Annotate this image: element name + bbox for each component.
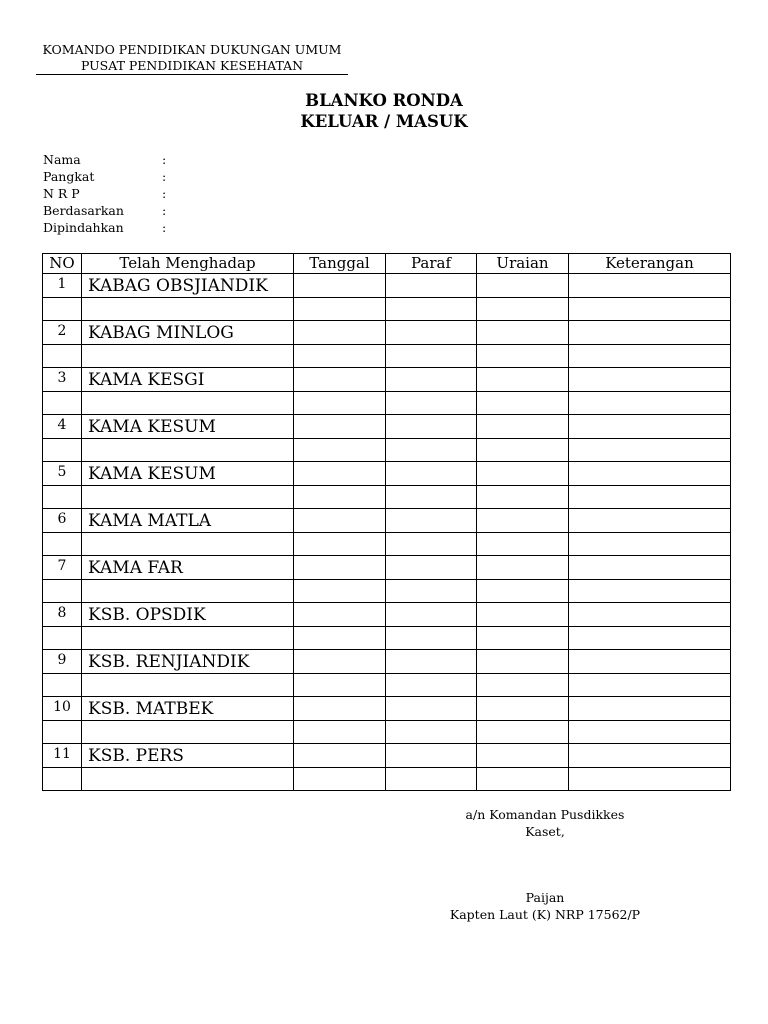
blank-cell <box>82 533 294 556</box>
table-row-blank <box>43 486 731 509</box>
blank-cell <box>43 580 82 603</box>
blank-cell <box>294 674 386 697</box>
blank-cell <box>569 345 731 368</box>
cell-paraf <box>386 368 477 392</box>
header-keterangan: Keterangan <box>569 254 731 274</box>
table-row-blank <box>43 580 731 603</box>
blank-cell <box>386 721 477 744</box>
table-header-row <box>43 254 731 274</box>
cell-uraian <box>477 462 569 486</box>
cell-keterangan <box>569 509 731 533</box>
signature-name: Paijan <box>525 890 565 905</box>
row-number: 2 <box>43 321 82 345</box>
cell-uraian <box>477 415 569 439</box>
cell-keterangan <box>569 744 731 768</box>
blank-cell <box>294 486 386 509</box>
blank-cell <box>569 580 731 603</box>
cell-paraf <box>386 556 477 580</box>
field-pangkat <box>43 168 167 185</box>
row-number: 7 <box>43 556 82 580</box>
table-row <box>43 509 731 533</box>
field-colon: : <box>162 220 167 235</box>
blank-cell <box>82 721 294 744</box>
cell-paraf <box>386 509 477 533</box>
blank-cell <box>43 392 82 415</box>
letterhead-line-1: KOMANDO PENDIDIKAN DUKUNGAN UMUM <box>42 42 342 57</box>
cell-tanggal <box>294 368 386 392</box>
cell-paraf <box>386 321 477 345</box>
document-title <box>0 90 768 132</box>
blank-cell <box>294 392 386 415</box>
blank-cell <box>82 298 294 321</box>
blank-cell <box>43 768 82 791</box>
blank-cell <box>294 580 386 603</box>
blank-cell <box>477 674 569 697</box>
blank-cell <box>477 627 569 650</box>
header-paraf: Paraf <box>386 254 477 274</box>
cell-tanggal <box>294 462 386 486</box>
blank-cell <box>43 486 82 509</box>
blank-cell <box>386 486 477 509</box>
row-name: KSB. PERS <box>82 744 294 768</box>
signature-on-behalf: a/n Komandan Pusdikkes <box>465 807 625 822</box>
cell-keterangan <box>569 321 731 345</box>
cell-paraf <box>386 744 477 768</box>
blank-cell <box>294 533 386 556</box>
table-row <box>43 321 731 345</box>
cell-tanggal <box>294 509 386 533</box>
letterhead-line-2: PUSAT PENDIDIKAN KESEHATAN <box>36 58 348 75</box>
cell-uraian <box>477 368 569 392</box>
row-number: 4 <box>43 415 82 439</box>
blank-cell <box>569 674 731 697</box>
row-number: 8 <box>43 603 82 627</box>
cell-uraian <box>477 744 569 768</box>
cell-tanggal <box>294 321 386 345</box>
blank-cell <box>386 768 477 791</box>
table-row <box>43 603 731 627</box>
cell-tanggal <box>294 603 386 627</box>
cell-tanggal <box>294 697 386 721</box>
blank-cell <box>477 533 569 556</box>
field-colon: : <box>162 186 167 201</box>
blank-cell <box>43 439 82 462</box>
blank-cell <box>294 298 386 321</box>
field-label: N R P <box>43 186 80 201</box>
table-body <box>43 274 731 791</box>
identity-fields <box>43 151 167 236</box>
cell-uraian <box>477 603 569 627</box>
field-dipindahkan <box>43 219 167 236</box>
table-row <box>43 650 731 674</box>
cell-tanggal <box>294 415 386 439</box>
field-label: Nama <box>43 152 81 167</box>
blank-cell <box>294 768 386 791</box>
row-name: KAMA KESUM <box>82 462 294 486</box>
table-row-blank <box>43 674 731 697</box>
cell-tanggal <box>294 274 386 298</box>
blank-cell <box>43 721 82 744</box>
blank-cell <box>294 627 386 650</box>
row-name: KSB. MATBEK <box>82 697 294 721</box>
blank-cell <box>43 627 82 650</box>
signature-block <box>440 806 650 923</box>
signature-rank-nrp: Kapten Laut (K) NRP 17562/P <box>449 907 641 922</box>
table-row-blank <box>43 439 731 462</box>
field-nama <box>43 151 167 168</box>
cell-keterangan <box>569 603 731 627</box>
header-telah-menghadap: Telah Menghadap <box>82 254 294 274</box>
blank-cell <box>477 721 569 744</box>
blank-cell <box>82 768 294 791</box>
field-label: Pangkat <box>43 169 95 184</box>
row-number: 1 <box>43 274 82 298</box>
cell-uraian <box>477 509 569 533</box>
round-table <box>42 253 731 791</box>
cell-paraf <box>386 697 477 721</box>
blank-cell <box>477 392 569 415</box>
blank-cell <box>82 439 294 462</box>
cell-keterangan <box>569 415 731 439</box>
row-number: 10 <box>43 697 82 721</box>
field-nrp <box>43 185 167 202</box>
table-row-blank <box>43 627 731 650</box>
row-number: 5 <box>43 462 82 486</box>
row-name: KABAG MINLOG <box>82 321 294 345</box>
blank-cell <box>386 298 477 321</box>
blank-cell <box>43 533 82 556</box>
blank-cell <box>386 345 477 368</box>
blank-cell <box>477 298 569 321</box>
blank-cell <box>82 580 294 603</box>
blank-cell <box>477 580 569 603</box>
table-row <box>43 462 731 486</box>
blank-cell <box>386 580 477 603</box>
header-uraian: Uraian <box>477 254 569 274</box>
table-row <box>43 274 731 298</box>
blank-cell <box>43 345 82 368</box>
cell-uraian <box>477 274 569 298</box>
blank-cell <box>569 392 731 415</box>
blank-cell <box>294 721 386 744</box>
row-name: KAMA KESUM <box>82 415 294 439</box>
blank-cell <box>386 392 477 415</box>
field-colon: : <box>162 203 167 218</box>
row-number: 9 <box>43 650 82 674</box>
blank-cell <box>386 439 477 462</box>
blank-cell <box>386 674 477 697</box>
table-row <box>43 556 731 580</box>
cell-keterangan <box>569 462 731 486</box>
table-row <box>43 744 731 768</box>
table-row <box>43 697 731 721</box>
blank-cell <box>477 439 569 462</box>
cell-paraf <box>386 274 477 298</box>
table-row-blank <box>43 345 731 368</box>
cell-keterangan <box>569 697 731 721</box>
cell-paraf <box>386 462 477 486</box>
blank-cell <box>82 486 294 509</box>
blank-cell <box>82 627 294 650</box>
row-number: 6 <box>43 509 82 533</box>
blank-cell <box>477 345 569 368</box>
blank-cell <box>569 298 731 321</box>
row-name: KAMA FAR <box>82 556 294 580</box>
blank-cell <box>82 345 294 368</box>
table-row-blank <box>43 533 731 556</box>
blank-cell <box>82 674 294 697</box>
cell-keterangan <box>569 274 731 298</box>
blank-cell <box>294 345 386 368</box>
letterhead <box>36 42 348 75</box>
header-tanggal: Tanggal <box>294 254 386 274</box>
field-colon: : <box>162 169 167 184</box>
title-line-2: KELUAR / MASUK <box>300 112 468 131</box>
table-row <box>43 368 731 392</box>
row-name: KAMA KESGI <box>82 368 294 392</box>
cell-paraf <box>386 415 477 439</box>
table-row-blank <box>43 298 731 321</box>
blank-cell <box>43 674 82 697</box>
blank-cell <box>477 768 569 791</box>
cell-paraf <box>386 603 477 627</box>
cell-keterangan <box>569 556 731 580</box>
blank-cell <box>43 298 82 321</box>
row-name: KSB. RENJIANDIK <box>82 650 294 674</box>
table-row-blank <box>43 768 731 791</box>
cell-uraian <box>477 321 569 345</box>
field-colon: : <box>162 152 167 167</box>
cell-tanggal <box>294 744 386 768</box>
blank-cell <box>477 486 569 509</box>
row-number: 11 <box>43 744 82 768</box>
title-line-1: BLANKO RONDA <box>305 91 463 110</box>
blank-cell <box>569 627 731 650</box>
signature-position: Kaset, <box>525 824 565 839</box>
cell-keterangan <box>569 368 731 392</box>
blank-cell <box>386 533 477 556</box>
cell-tanggal <box>294 650 386 674</box>
cell-tanggal <box>294 556 386 580</box>
cell-keterangan <box>569 650 731 674</box>
table-row-blank <box>43 392 731 415</box>
blank-cell <box>569 768 731 791</box>
table-row <box>43 415 731 439</box>
blank-cell <box>386 627 477 650</box>
field-label: Berdasarkan <box>43 203 124 218</box>
blank-cell <box>569 439 731 462</box>
blank-cell <box>294 439 386 462</box>
row-number: 3 <box>43 368 82 392</box>
row-name: KAMA MATLA <box>82 509 294 533</box>
header-no: NO <box>43 254 82 274</box>
row-name: KABAG OBSJIANDIK <box>82 274 294 298</box>
blank-cell <box>569 721 731 744</box>
field-berdasarkan <box>43 202 167 219</box>
blank-cell <box>569 486 731 509</box>
cell-uraian <box>477 556 569 580</box>
cell-uraian <box>477 650 569 674</box>
table-row-blank <box>43 721 731 744</box>
blank-cell <box>569 533 731 556</box>
blank-cell <box>82 392 294 415</box>
cell-uraian <box>477 697 569 721</box>
field-label: Dipindahkan <box>43 220 124 235</box>
row-name: KSB. OPSDIK <box>82 603 294 627</box>
cell-paraf <box>386 650 477 674</box>
